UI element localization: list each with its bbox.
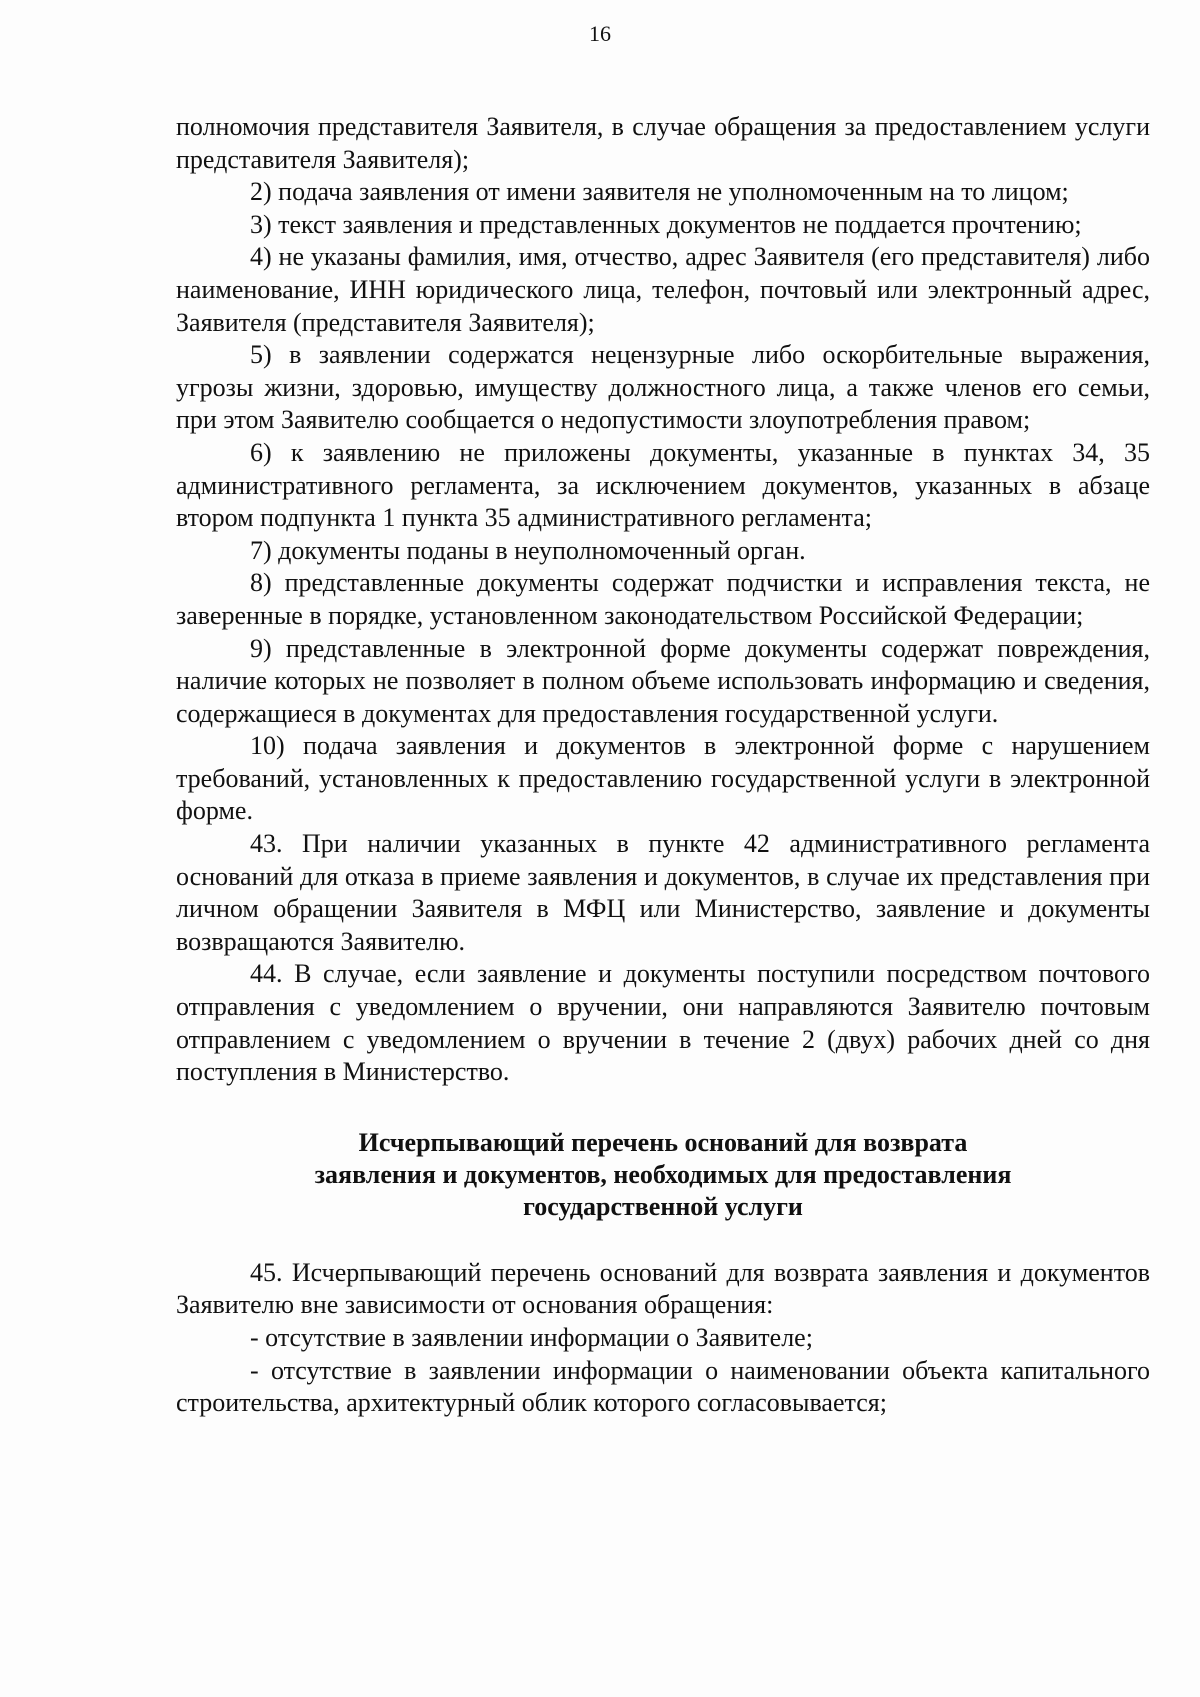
- section-heading-line-1: Исчерпывающий перечень оснований для возврата: [358, 1127, 968, 1157]
- list-item-8: 8) представленные документы содержат подчистки и исправления текста, не заверенные в порядке, установленном законодательством Российской Федерации;: [176, 568, 1150, 630]
- document-body: [176, 111, 1150, 1420]
- list-item-3: 3) текст заявления и представленных документов не поддается прочтению;: [250, 209, 1082, 239]
- list-item-2: 2) подача заявления от имени заявителя не уполномоченным на то лицом;: [250, 177, 1069, 207]
- list-item-10: 10) подача заявления и документов в электронной форме с нарушением требований, установленных к предоставлению государственной услуги в электронной форме.: [176, 731, 1150, 826]
- bullet-item-2: - отсутствие в заявлении информации о наименовании объекта капитального строительства, архитектурный облик которого согласовывается;: [176, 1355, 1150, 1418]
- paragraph-44: 44. В случае, если заявление и документы поступили посредством почтового отправления с уведомлением о вручении, они направляются Заявителю почтовым отправлением с уведомлением о вручении в течение 2 (двух) рабочих дней со дня поступления в Министерство.: [176, 959, 1150, 1087]
- paragraph-45: 45. Исчерпывающий перечень оснований для возврата заявления и документов Заявителю вне зависимости от основания обращения:: [176, 1257, 1150, 1320]
- section-heading: [176, 1127, 1150, 1223]
- paragraph-continuation: полномочия представителя Заявителя, в случае обращения за предоставлением услуги представителя Заявителя);: [176, 112, 1150, 174]
- list-item-9: 9) представленные в электронной форме документы содержат повреждения, наличие которых не позволяет в полном объеме использовать информацию и сведения, содержащиеся в документах для предоставления государственной услуги.: [176, 633, 1150, 728]
- list-item-4: 4) не указаны фамилия, имя, отчество, адрес Заявителя (его представителя) либо наименование, ИНН юридического лица, телефон, почтовый или электронный адрес, Заявителя (представителя Заявителя);: [176, 242, 1150, 337]
- bullet-item-1: - отсутствие в заявлении информации о Заявителе;: [250, 1323, 813, 1352]
- paragraph-43: 43. При наличии указанных в пункте 42 административного регламента оснований для отказа в приеме заявления и документов, в случае их представления при личном обращении Заявителя в МФЦ или Министерство, заявление и документы возвращаются Заявителю.: [176, 829, 1150, 956]
- section-heading-line-2: заявления и документов, необходимых для предоставления: [314, 1159, 1012, 1189]
- section-heading-line-3: государственной услуги: [523, 1191, 803, 1221]
- list-item-5: 5) в заявлении содержатся нецензурные либо оскорбительные выражения, угрозы жизни, здоровью, имуществу должностного лица, а также членов его семьи, при этом Заявителю сообщается о недопустимости злоупотребления правом;: [176, 340, 1150, 435]
- list-item-7: 7) документы поданы в неуполномоченный орган.: [250, 535, 806, 565]
- page-number: 16: [589, 21, 611, 46]
- list-item-6: 6) к заявлению не приложены документы, указанные в пунктах 34, 35 административного регламента, за исключением документов, указанных в абзаце втором подпункта 1 пункта 35 административного регламента;: [176, 437, 1150, 533]
